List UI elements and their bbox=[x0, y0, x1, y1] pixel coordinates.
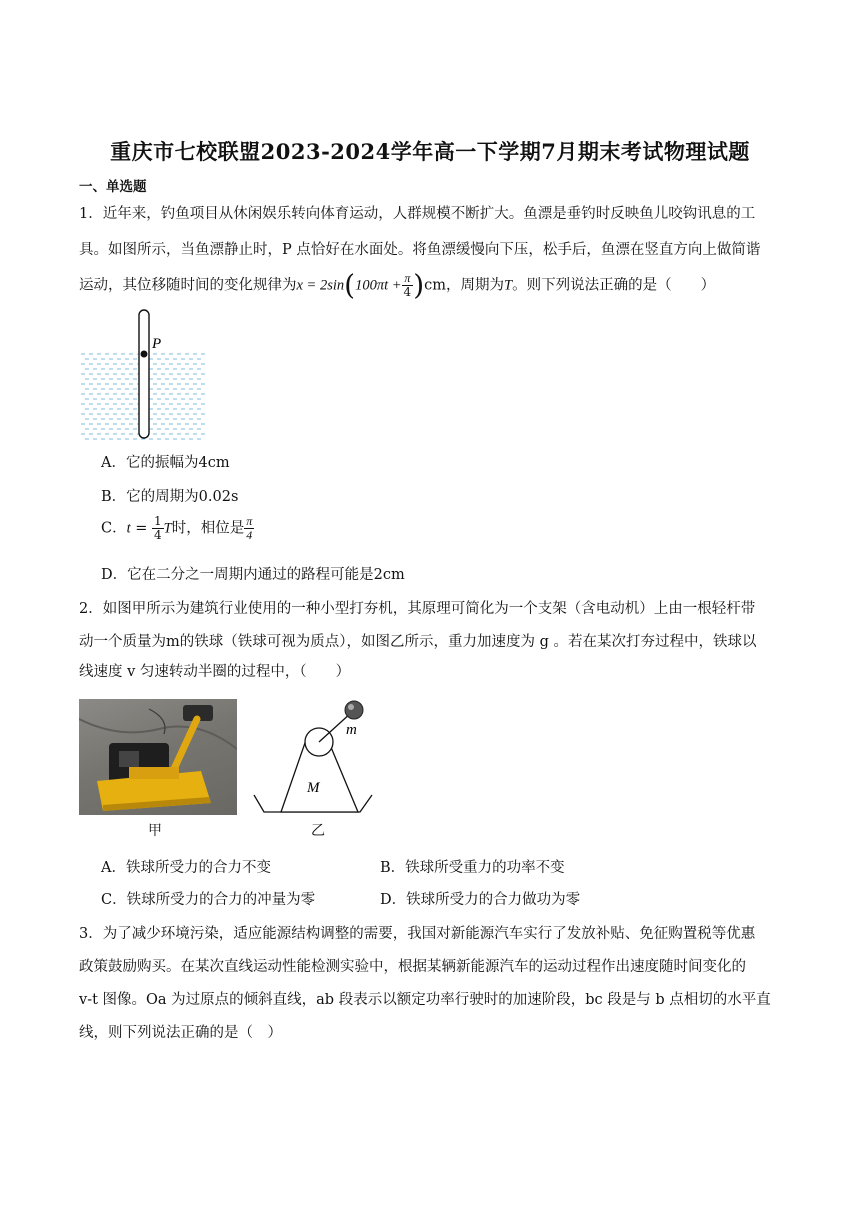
q1-line-3 bbox=[79, 268, 716, 302]
compactor-machine-icon bbox=[79, 699, 237, 815]
left-paren: ( bbox=[344, 268, 356, 302]
q1-formula-lhs: x = 2sin bbox=[296, 277, 345, 294]
q3-line-4: 线，则下列说法正确的是（ ） bbox=[79, 1025, 282, 1041]
ball-highlight bbox=[348, 704, 354, 710]
fishing-float-figure bbox=[79, 306, 209, 442]
q2-line-3: 线速度 v 匀速转动半圈的过程中，（ ） bbox=[79, 664, 351, 680]
q1-line-1: 1．近年来，钓鱼项目从休闲娱乐转向体育运动，人群规模不断扩大。鱼漂是垂钓时反映鱼儿咬钩讯息的工 bbox=[79, 206, 756, 222]
q2-line-1: 2．如图甲所示为建筑行业使用的一种小型打夯机，其原理可简化为一个支架（含电动机）上由一根轻杆带 bbox=[79, 601, 756, 617]
fraction-numerator: π bbox=[246, 514, 253, 528]
q1-line-3-suffix: ，周期为 bbox=[446, 277, 504, 294]
float-body bbox=[139, 310, 149, 438]
quarter-fraction bbox=[152, 515, 164, 542]
q1-line-3-prefix: 运动，其位移随时间的变化规律为 bbox=[79, 277, 297, 294]
point-p-label: P bbox=[152, 336, 162, 352]
fraction-denominator: 4 bbox=[154, 528, 162, 542]
section-heading: 一、单选题 bbox=[79, 179, 147, 195]
time-symbol: t bbox=[126, 520, 131, 537]
q1-formula-fraction bbox=[402, 272, 414, 299]
q1-line-2: 具。如图所示，当鱼漂静止时，P 点恰好在水面处。将鱼漂缓慢向下压，松手后，鱼漂在竖直方向上做简谐 bbox=[79, 242, 761, 258]
rammer-diagram bbox=[248, 700, 388, 815]
q3-line-2: 政策鼓励购买。在某次直线运动性能检测实验中，根据某辆新能源汽车的运动过程作出速度随时间变化的 bbox=[79, 959, 746, 975]
q2-option-d[interactable]: D．铁球所受力的合力做功为零 bbox=[380, 892, 581, 908]
point-p bbox=[141, 351, 148, 358]
caption-jia: 甲 bbox=[148, 823, 162, 839]
compactor-photo bbox=[79, 699, 237, 815]
q1-formula-inner: 100πt + bbox=[355, 277, 402, 294]
fraction-denominator: 4 bbox=[403, 285, 412, 299]
iron-ball bbox=[345, 701, 363, 719]
q3-line-3: v-t 图像。Oa 为过原点的倾斜直线，ab 段表示以额定功率行驶时的加速阶段，bc 段是与 b 点相切的水平直 bbox=[79, 992, 771, 1008]
period-symbol: T bbox=[163, 520, 172, 537]
q1-line-3-end: 。则下列说法正确的是（ ） bbox=[512, 277, 716, 294]
q2-option-a[interactable]: A．铁球所受力的合力不变 bbox=[101, 860, 271, 876]
q1-formula-unit: cm bbox=[424, 277, 446, 294]
right-paren: ) bbox=[413, 268, 425, 302]
q2-line-2: 动一个质量为m的铁球（铁球可视为质点），如图乙所示，重力加速度为 g 。若在某次打夯过程中，铁球以 bbox=[79, 634, 757, 650]
q3-line-1: 3．为了减少环境污染，适应能源结构调整的需要，我国对新能源汽车实行了发放补贴、免征购置税等优惠 bbox=[79, 926, 756, 942]
q1-period-symbol: T bbox=[504, 277, 513, 294]
label-m: m bbox=[346, 722, 357, 738]
q1-option-c-prefix: C． bbox=[101, 520, 127, 537]
caption-yi: 乙 bbox=[311, 823, 325, 839]
q1-option-a[interactable]: A．它的振幅为4cm bbox=[101, 455, 230, 471]
fraction-numerator: π bbox=[402, 272, 414, 286]
fraction-denominator: 4 bbox=[246, 528, 253, 542]
q1-option-b[interactable]: B．它的周期为0.02s bbox=[101, 489, 239, 505]
q1-option-c[interactable] bbox=[101, 515, 254, 542]
q2-option-c[interactable]: C．铁球所受力的合力的冲量为零 bbox=[101, 892, 316, 908]
phase-fraction bbox=[244, 515, 254, 542]
equals-sign: = bbox=[130, 520, 153, 537]
q1-option-c-mid: 时，相位是 bbox=[171, 520, 245, 537]
q2-option-b[interactable]: B．铁球所受重力的功率不变 bbox=[380, 860, 565, 876]
q1-option-d[interactable]: D．它在二分之一周期内通过的路程可能是2cm bbox=[101, 567, 405, 583]
page-title: 重庆市七校联盟2023-2024学年高一下学期7月期末考试物理试题 bbox=[110, 139, 750, 164]
label-M: M bbox=[307, 780, 320, 796]
fraction-numerator: 1 bbox=[154, 514, 162, 528]
